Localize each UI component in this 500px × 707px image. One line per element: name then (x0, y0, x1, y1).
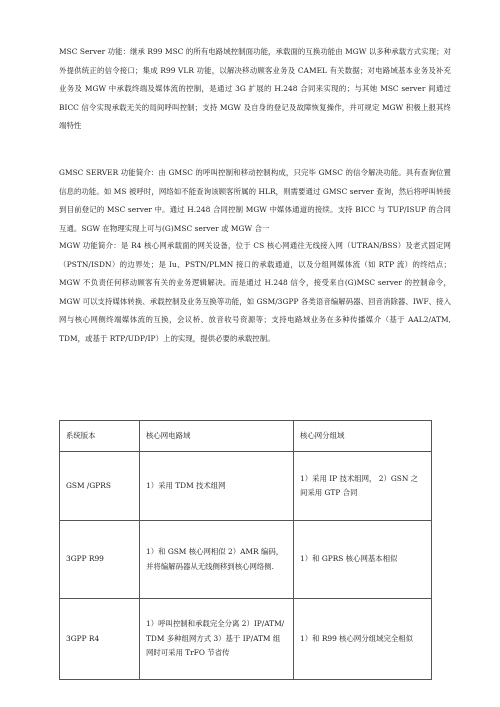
table-cell: 1）和 R99 核心网分组域完全相似 (294, 599, 432, 680)
table-row (60, 599, 432, 680)
table-header-cell: 核心网电路域 (140, 421, 294, 452)
table-cell: 1）采用 IP 技术组网， 2）GSN 之间采用 GTP 合同 (294, 452, 432, 521)
table-cell: 3GPP R99 (60, 521, 140, 599)
table-header-cell: 系统版本 (60, 421, 140, 452)
table-row (60, 521, 432, 599)
table-cell: 3GPP R4 (60, 599, 140, 680)
table-cell: 1）和 GPRS 核心网基本相似 (294, 521, 432, 599)
paragraph-msc-server: MSC Server 功能：继承 R99 MSC 的所有电路域控制面功能，承载面的互换功能由 MGW 以多种承载方式实现；对外提供统正的信令接口；集成 R99 VLR 功能，以解决移动顾客业务及 CAMEL 有关数据；对电路域基本业务及补充业务及 MGW 中承载终端及媒体流的控制，是通过 3G 扩展的 H.248 合同来实现的；与其她 MSC server 间通过 BICC 信令实现承载无关的局间呼叫控制；支持 MGW 及自身的登记及故障恢复操作，并可规定 MGW 积极上报其终端特性 (59, 47, 451, 131)
table-header-cell: 核心网分组域 (294, 421, 432, 452)
table-cell: GSM /GPRS (60, 452, 140, 521)
version-comparison-table (59, 420, 432, 680)
table-header-row (60, 421, 432, 452)
paragraph-mgw: MGW 功能简介：是 R4 核心网承载面的网关设备，位于 CS 核心网通往无线接入网（UTRAN/BSS）及老式固定网（PSTN/ISDN）的边界处；是 Iu、PSTN/PLMN 接口的承载通道，以及分组网媒体流（如 RTP 流）的终结点； MGW 不负责任何移动顾客有关的业务逻辑解决。而是通过 H.248 信令，接受来自(G)MSC server 的控制命令，MGW 可以支持媒体转换、承载控制及业务互换等功能，如 GSM/3GPP 各类语音编解码器、回音消除器、IWF、接入网与核心网侧终端媒体流的互换，会议桥、放音收号资源等；支持电路域业务在多种传播媒介（基于 AAL2/ATM, TDM，或基于 RTP/UDP/IP）上的实现，提供必要的承载控制。 (59, 241, 451, 343)
table-cell: 1）和 GSM 核心网相似 2）AMR 编码，并将编解码器从无线侧移到核心网络侧. (140, 521, 294, 599)
table-cell: 1）采用 TDM 技术组网 (140, 452, 294, 521)
table-row (60, 452, 432, 521)
paragraph-gmsc-server: GMSC SERVER 功能简介：由 GMSC 的呼叫控制和移动控制构成，只完毕 GMSC 的信令解决功能。具有查询位置信息的功能。如 MS 被呼时，网络如不能查询该顾客所属的 HLR，则需要通过 GMSC server 查询，然后将呼叫转接到目前登记的 MSC server 中。通过 H.248 合同控制 MGW 中媒体通道的接续。支持 BICC 与 TUP/ISUP 的合同互通。SGW 在物理实现上可与(G)MSC server 或 MGW 合一 (59, 168, 451, 233)
table-cell: 1）呼叫控制和承载完全分离 2）IP/ATM/TDM 多种组网方式 3）基于 IP/ATM 组网时可采用 TrFO 节省传 (140, 599, 294, 680)
